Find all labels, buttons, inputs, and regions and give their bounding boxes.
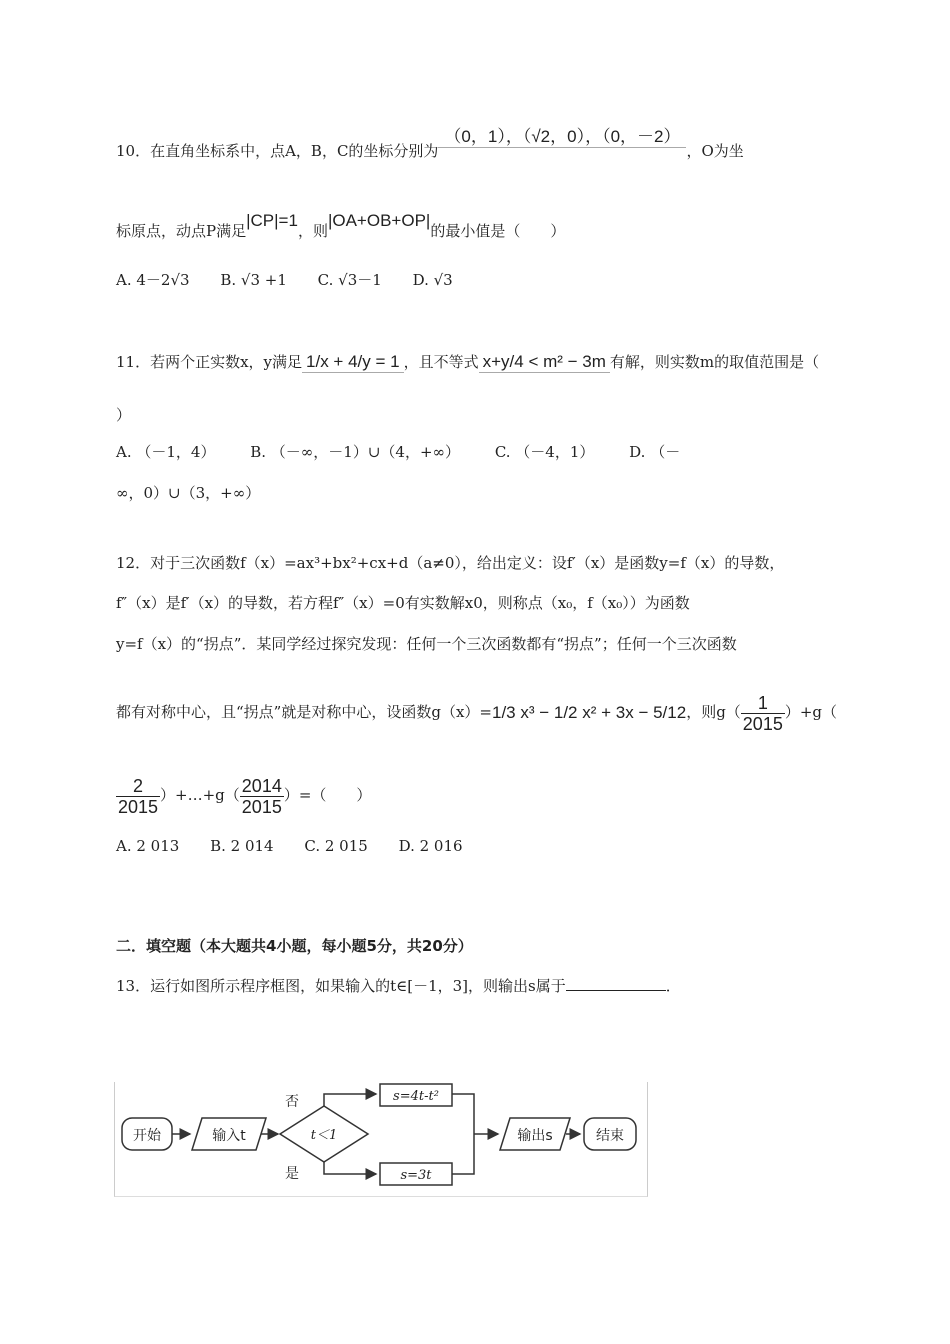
- q12-line3: y=f（x）的“拐点”．某同学经过探究发现：任何一个三次函数都有“拐点”；任何一个三次函数: [116, 635, 737, 653]
- frac-denominator: 2015: [241, 796, 282, 817]
- q11-option-b: B. （－∞，－1）∪（4，+∞）: [250, 443, 461, 461]
- q12-line4: [116, 690, 837, 735]
- flowchart-no-label: 否: [285, 1094, 299, 1110]
- q10-option-a: A. 4－2√3: [116, 271, 190, 289]
- q10-line2-suffix: 的最小值是（ ）: [430, 222, 566, 240]
- frac-numerator: 1: [741, 693, 785, 714]
- q12-g-definition: 1/3 x³ − 1/2 x² + 3x − 5/12: [491, 703, 687, 722]
- q12-fraction-1-2015: [741, 693, 785, 734]
- flowchart-output-label: 输出s: [517, 1128, 553, 1144]
- q12-fraction-2014-2015: [240, 776, 284, 817]
- q12-line4-suffix: ，则g（: [686, 703, 741, 721]
- q12-line2: f″（x）是f′（x）的导数，若方程f″（x）=0有实数解x0，则称点（x₀，f（x₀））为函数: [116, 594, 690, 612]
- q12-option-c: C. 2 015: [304, 837, 368, 855]
- q10-line2-prefix: 标原点，动点P满足: [116, 222, 247, 240]
- q11-option-a: A. （－1，4）: [116, 443, 216, 461]
- flowchart-merge-line: [452, 1094, 474, 1174]
- q11-line2: ）: [116, 406, 132, 424]
- flowchart-input-label: 输入t: [212, 1128, 246, 1144]
- q10-cond2: |OA+OB+OP|: [327, 211, 431, 230]
- q11-line1: [116, 352, 819, 373]
- q12-line5-mid: ）+…+g（: [160, 786, 240, 804]
- flowchart: [114, 1082, 646, 1196]
- q10-line1-prefix: 10．在直角坐标系中，点A，B，C的坐标分别为: [116, 142, 439, 160]
- q12-options: [116, 836, 489, 856]
- q11-suffix: 有解，则实数m的取值范围是（: [609, 353, 820, 371]
- q10-cond1: |CP|=1: [246, 211, 298, 230]
- q11-equation: 1/x + 4/y = 1: [302, 352, 404, 373]
- frac-numerator: 2: [116, 776, 160, 797]
- q12-line5-suffix: ）=（ ）: [283, 786, 372, 804]
- q10-option-d: D. √3: [412, 271, 453, 289]
- frac-denominator: 2015: [118, 796, 159, 817]
- flowchart-arrow: [324, 1094, 376, 1106]
- q11-prefix: 11．若两个正实数x，y满足: [116, 353, 303, 371]
- section-title: 二．填空题（本大题共4小题，每小题5分，共20分）: [116, 937, 473, 955]
- frac-numerator: 2014: [241, 775, 282, 796]
- q11-inequality: x+y/4 < m² − 3m: [479, 352, 610, 373]
- flowchart-end-label: 结束: [596, 1128, 624, 1144]
- q11-line4: ∞，0）∪（3，+∞）: [116, 484, 261, 502]
- q11-option-c: C. （－4，1）: [494, 443, 595, 461]
- q12-line1: 12．对于三次函数f（x）=ax³+bx²+cx+d（a≠0），给出定义：设f′（x）是函数y=f（x）的导数，: [116, 554, 785, 572]
- q10-option-c: C. √3－1: [317, 271, 382, 289]
- q11-option-d: D. （－: [629, 443, 681, 461]
- flowchart-decision-label: t＜1: [310, 1128, 338, 1143]
- q11-options: [116, 442, 706, 462]
- q13-line: [116, 974, 681, 996]
- flowchart-process-no-label: s=4t-t²: [393, 1089, 439, 1104]
- flowchart-start-label: 开始: [133, 1128, 161, 1144]
- q13-answer-blank[interactable]: [566, 974, 666, 991]
- q12-line4-end: ）+g（: [784, 703, 838, 721]
- flowchart-arrow: [324, 1162, 376, 1174]
- q11-mid: ，且不等式: [403, 353, 479, 371]
- q10-options: [116, 270, 479, 290]
- q13-prefix: 13．运行如图所示程序框图，如果输入的t∈[－1，3]，则输出s属于: [116, 977, 566, 995]
- q12-fraction-2-2015: [116, 776, 160, 817]
- q10-coords: （0，1），（√2，0），（0，－2）: [438, 127, 686, 148]
- q13-suffix: ．: [665, 977, 681, 995]
- q10-line1: [116, 127, 744, 162]
- q12-line5: [116, 773, 371, 817]
- flowchart-yes-label: 是: [285, 1166, 299, 1182]
- q10-line1-suffix: ，O为坐: [686, 142, 744, 160]
- q12-option-b: B. 2 014: [210, 837, 274, 855]
- flowchart-process-yes-label: s=3t: [400, 1168, 432, 1183]
- q12-option-a: A. 2 013: [116, 837, 180, 855]
- q10-option-b: B. √3 +1: [220, 271, 287, 289]
- q12-option-d: D. 2 016: [398, 837, 463, 855]
- q12-line4-prefix: 都有对称中心，且“拐点”就是对称中心，设函数g（x）=: [116, 703, 492, 721]
- q10-line2: [116, 211, 566, 241]
- frac-denominator: 2015: [742, 713, 783, 734]
- q10-line2-mid: ，则: [297, 222, 328, 240]
